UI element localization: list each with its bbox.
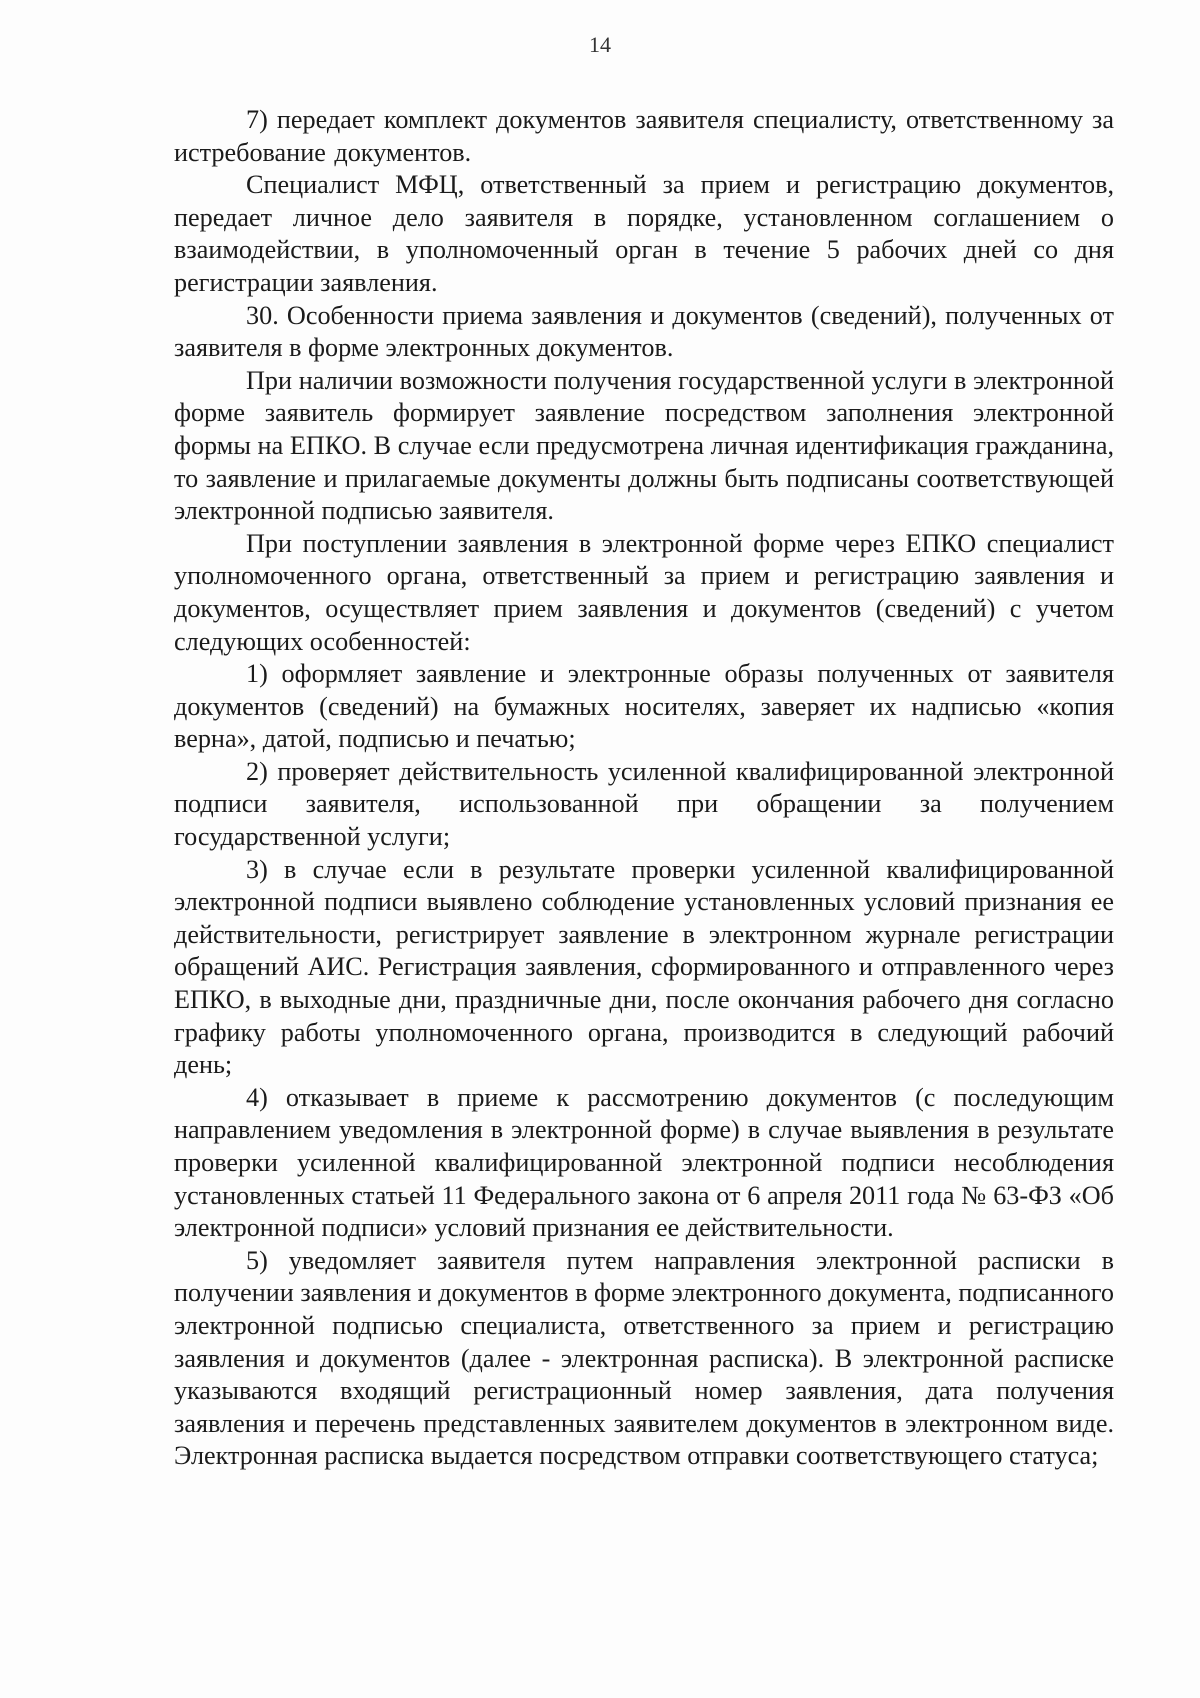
document-body bbox=[174, 104, 1114, 1473]
paragraph-item-2: 2) проверяет действительность усиленной квалифицированной электронной подписи заявителя, использованной при обращении за получением государственной услуги; bbox=[174, 756, 1114, 852]
paragraph-mfc-specialist: Специалист МФЦ, ответственный за прием и регистрацию документов, передает личное дело заявителя в порядке, установленном соглашением о взаимодействии, в уполномоченный орган в течение 5 рабочих дней со дня регистрации заявления. bbox=[174, 170, 1114, 297]
paragraph-item-7: 7) передает комплект документов заявителя специалисту, ответственному за истребование документов. bbox=[174, 105, 1114, 167]
paragraph-item-5: 5) уведомляет заявителя путем направления электронной расписки в получении заявления и документов в форме электронного документа, подписанного электронной подписью специалиста, ответственного за прием и регистрацию заявления и документов (далее - электронная расписка). В электронной расписке указываются входящий регистрационный номер заявления, дата получения заявления и перечень представленных заявителем документов в электронном виде. Электронная расписка выдается посредством отправки соответствующего статуса; bbox=[174, 1245, 1114, 1471]
paragraph-item-4: 4) отказывает в приеме к рассмотрению документов (с последующим направлением уведомления в электронной форме) в случае выявления в результате проверки усиленной квалифицированной электронной подписи несоблюдения установленных статьей 11 Федерального закона от 6 апреля 2011 года № 63-ФЗ «Об электронной подписи» условий признания ее действительности. bbox=[174, 1082, 1114, 1243]
page-number: 14 bbox=[589, 32, 611, 57]
paragraph-electronic-form: При наличии возможности получения государственной услуги в электронной форме заявитель формирует заявление посредством заполнения электронной формы на ЕПКО. В случае если предусмотрена личная идентификация гражданина, то заявление и прилагаемые документы должны быть подписаны соответствующей электронной подписью заявителя. bbox=[174, 365, 1114, 526]
paragraph-receipt-epko: При поступлении заявления в электронной форме через ЕПКО специалист уполномоченного органа, ответственный за прием и регистрацию заявления и документов, осуществляет прием заявления и документов (сведений) с учетом следующих особенностей: bbox=[174, 528, 1114, 656]
paragraph-item-1: 1) оформляет заявление и электронные образы полученных от заявителя документов (сведений) на бумажных носителях, заверяет их надписью «копия верна», датой, подписью и печатью; bbox=[174, 659, 1114, 754]
paragraph-item-3: 3) в случае если в результате проверки усиленной квалифицированной электронной подписи выявлено соблюдение установленных условий признания ее действительности, регистрирует заявление в электронном журнале регистрации обращений АИС. Регистрация заявления, сформированного и отправленного через ЕПКО, в выходные дни, праздничные дни, после окончания рабочего дня согласно графику работы уполномоченного органа, производится в следующий рабочий день; bbox=[174, 854, 1114, 1080]
paragraph-section-30: 30. Особенности приема заявления и документов (сведений), полученных от заявителя в форме электронных документов. bbox=[174, 300, 1114, 363]
